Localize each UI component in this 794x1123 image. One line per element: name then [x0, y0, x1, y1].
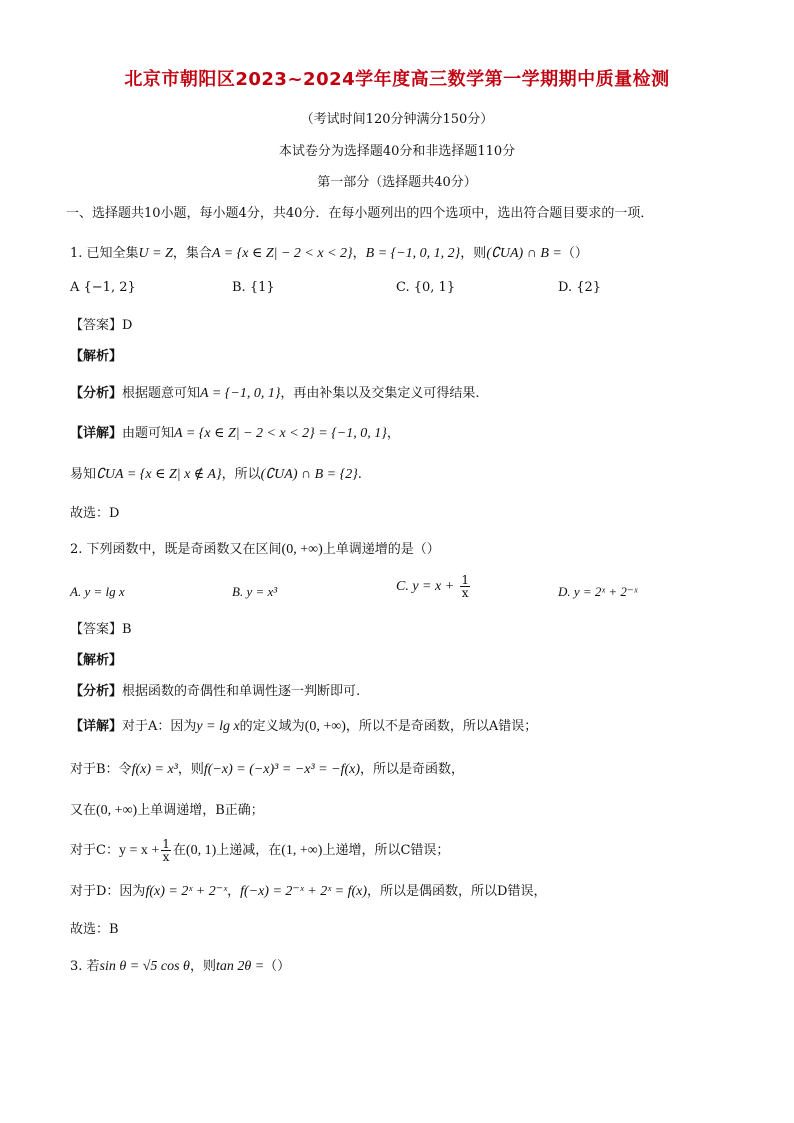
q1-option-c: C. {0, 1} — [396, 280, 456, 295]
q2-xiangjie-line3: 又在(0, +∞)上单调递增，B正确； — [70, 803, 264, 818]
part-heading: 第一部分（选择题共40分） — [317, 175, 477, 190]
q2-option-b: B. y = x³ — [232, 584, 278, 599]
q2-answer: 【答案】B — [70, 622, 132, 637]
q2-fenxi: 【分析】根据函数的奇偶性和单调性逐一判断即可. — [70, 684, 361, 699]
q1-option-a: A {−1, 2} — [70, 280, 136, 295]
q2-xiangjie-line1: 【详解】对于A：因为y = lg x的定义域为(0, +∞)，所以不是奇函数，所以A错误； — [70, 719, 538, 734]
q1-option-b: B. {1} — [232, 280, 275, 295]
question-2-stem: 2. 下列函数中，既是奇函数又在区间(0, +∞)上单调递增的是（） — [70, 542, 440, 557]
q2-option-c: C. y = x + $\frac{1}{x}$ — [396, 573, 469, 600]
q2-c-fraction: $\frac{1}{x}$ — [162, 837, 170, 864]
question-3-stem: 3. 若sin θ = √5 cos θ，则tan 2θ =（） — [70, 959, 291, 974]
q2-xiangjie-line2: 对于B：令f(x) = x³，则f(−x) = (−x)³ = −x³ = −f(x)，所以是奇函数， — [70, 762, 465, 777]
q2-xiangjie-line4: 对于C：y = x + $\frac{1}{x}$ 在(0, 1)上递减，在(1, +∞)上递增，所以C错误； — [70, 837, 450, 864]
q1-xiangjie-line2: 易知∁UA = {x ∈ Z| x ∉ A}，所以(∁UA) ∩ B = {2}. — [70, 467, 362, 482]
q1-analysis-heading: 【解析】 — [70, 349, 123, 364]
q2-analysis-heading: 【解析】 — [70, 653, 123, 668]
question-1-stem: 1. 已知全集U = Z，集合A = {x ∈ Z| − 2 < x < 2}，B = {−1, 0, 1, 2}，则(∁UA) ∩ B =（） — [70, 246, 588, 261]
q1-conclusion: 故选：D — [70, 506, 120, 521]
q2-xiangjie-line5: 对于D：因为f(x) = 2ˣ + 2⁻ˣ，f(−x) = 2⁻ˣ + 2ˣ = f(x)，所以是偶函数，所以D错误， — [70, 884, 547, 899]
q1-fenxi: 【分析】根据题意可知A = {−1, 0, 1}，再由补集以及交集定义可得结果. — [70, 386, 480, 401]
q1-answer: 【答案】D — [70, 318, 133, 333]
q2-option-c-fraction: $\frac{1}{x}$ — [461, 573, 469, 600]
section-instructions: 一、选择题共10小题，每小题4分，共40分．在每小题列出的四个选项中，选出符合题目要求的一项． — [66, 206, 654, 221]
q1-xiangjie: 【详解】由题可知A = {x ∈ Z| − 2 < x < 2} = {−1, 0, 1}， — [70, 426, 400, 441]
q2-conclusion: 故选：B — [70, 922, 119, 937]
q1-option-d: D. {2} — [558, 280, 602, 295]
q2-option-a: A. y = lg x — [70, 584, 125, 599]
page-title: 北京市朝阳区2023~2024学年度高三数学第一学期期中质量检测 — [124, 69, 670, 90]
score-split: 本试卷分为选择题40分和非选择题110分 — [278, 144, 516, 159]
q2-option-d: D. y = 2ˣ + 2⁻ˣ — [558, 584, 638, 599]
exam-duration: （考试时间120分钟满分150分） — [300, 112, 494, 127]
